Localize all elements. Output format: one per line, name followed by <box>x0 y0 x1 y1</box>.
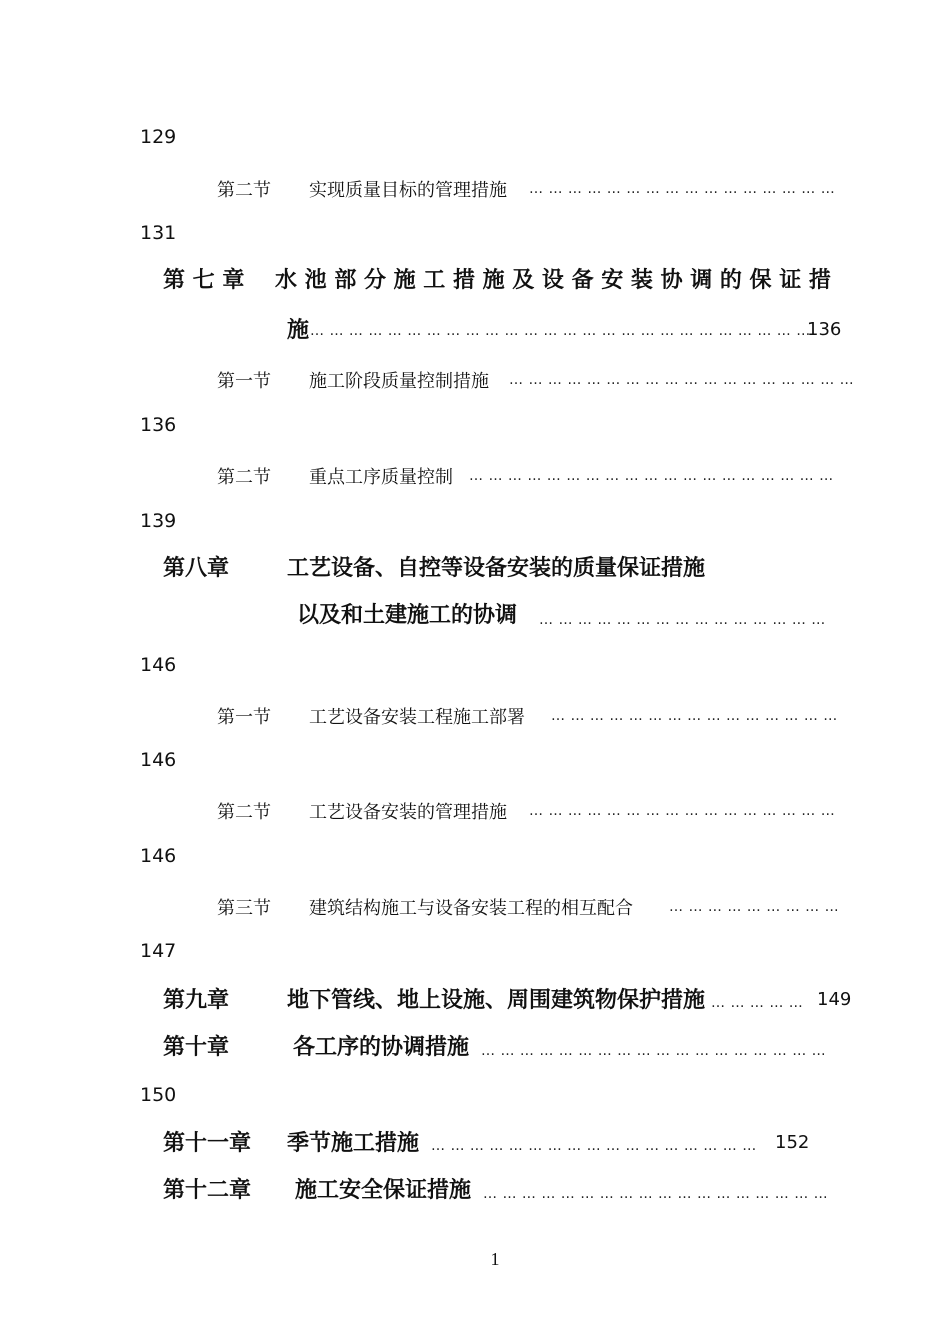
leader-dots: … … … … … … … … … … … … … … … … … … <box>483 1186 829 1202</box>
leader-dots: … … … … … <box>711 995 804 1011</box>
leader-dots: … … … … … … … … … … … … … … … … … … <box>509 372 855 388</box>
chapter-title-cont: 以及和土建施工的协调 <box>297 603 518 628</box>
page-number-150: 150 <box>140 1084 177 1106</box>
page-number-146: 146 <box>140 845 177 867</box>
leader-dots: … … … … … … … … … … … … … … … <box>539 612 826 628</box>
section-title: 工艺设备安装的管理措施 <box>309 802 507 823</box>
leader-dots: … … … … … … … … … … … … … … … <box>551 708 838 724</box>
chapter-label: 第十一章 <box>163 1131 252 1156</box>
chapter-label: 第十章 <box>163 1035 230 1060</box>
chapter-page: 149 <box>817 989 852 1010</box>
section-label: 第一节 <box>217 371 271 392</box>
page-number-131: 131 <box>140 222 177 244</box>
leader-dots: … … … … … … … … … … … … … … … … … … … <box>469 468 834 484</box>
section-title: 工艺设备安装工程施工部署 <box>309 707 525 728</box>
chapter-title: 地下管线、地上设施、周围建筑物保护措施 <box>287 988 706 1013</box>
chapter-label: 第九章 <box>163 988 230 1013</box>
section-label: 第二节 <box>217 180 271 201</box>
chapter-label: 第八章 <box>163 556 230 581</box>
section-label: 第二节 <box>217 467 271 488</box>
section-title: 建筑结构施工与设备安装工程的相互配合 <box>309 898 633 919</box>
page-number-147: 147 <box>140 940 177 962</box>
footer-page-number: 1 <box>490 1249 500 1269</box>
chapter-label: 第十二章 <box>163 1178 252 1203</box>
chapter-page: 136 <box>807 319 842 340</box>
chapter-title: 水 池 部 分 施 工 措 施 及 设 备 安 装 协 调 的 保 证 措 <box>275 268 831 293</box>
chapter-title: 各工序的协调措施 <box>293 1035 470 1060</box>
leader-dots: … … … … … … … … … … … … … … … … … <box>431 1138 757 1154</box>
leader-dots: … … … … … … … … … … … … … … … … … … <box>481 1043 827 1059</box>
section-title: 施工阶段质量控制措施 <box>309 371 489 392</box>
section-label: 第二节 <box>217 802 271 823</box>
chapter-title: 施工安全保证措施 <box>295 1178 472 1203</box>
section-title: 重点工序质量控制 <box>309 467 453 488</box>
leader-dots: … … … … … … … … … … … … … … … … <box>529 181 836 197</box>
chapter-page: 152 <box>775 1132 810 1153</box>
chapter-label: 第 七 章 <box>163 268 245 293</box>
leader-dots: … … … … … … … … … <box>669 899 840 915</box>
section-label: 第三节 <box>217 898 271 919</box>
page-number-146: 146 <box>140 654 177 676</box>
chapter-title: 工艺设备、自控等设备安装的质量保证措施 <box>287 556 706 581</box>
page-number-146: 146 <box>140 749 177 771</box>
leader-dots: … … … … … … … … … … … … … … … … … … … … … … … … … … <box>310 323 811 339</box>
page-number-139: 139 <box>140 510 177 532</box>
page-number-129: 129 <box>140 126 177 148</box>
section-title: 实现质量目标的管理措施 <box>309 180 507 201</box>
leader-dots: … … … … … … … … … … … … … … … … <box>529 803 836 819</box>
section-label: 第一节 <box>217 707 271 728</box>
chapter-title: 季节施工措施 <box>287 1131 420 1156</box>
page-number-136: 136 <box>140 414 177 436</box>
chapter-title-cont: 施 <box>287 318 310 343</box>
